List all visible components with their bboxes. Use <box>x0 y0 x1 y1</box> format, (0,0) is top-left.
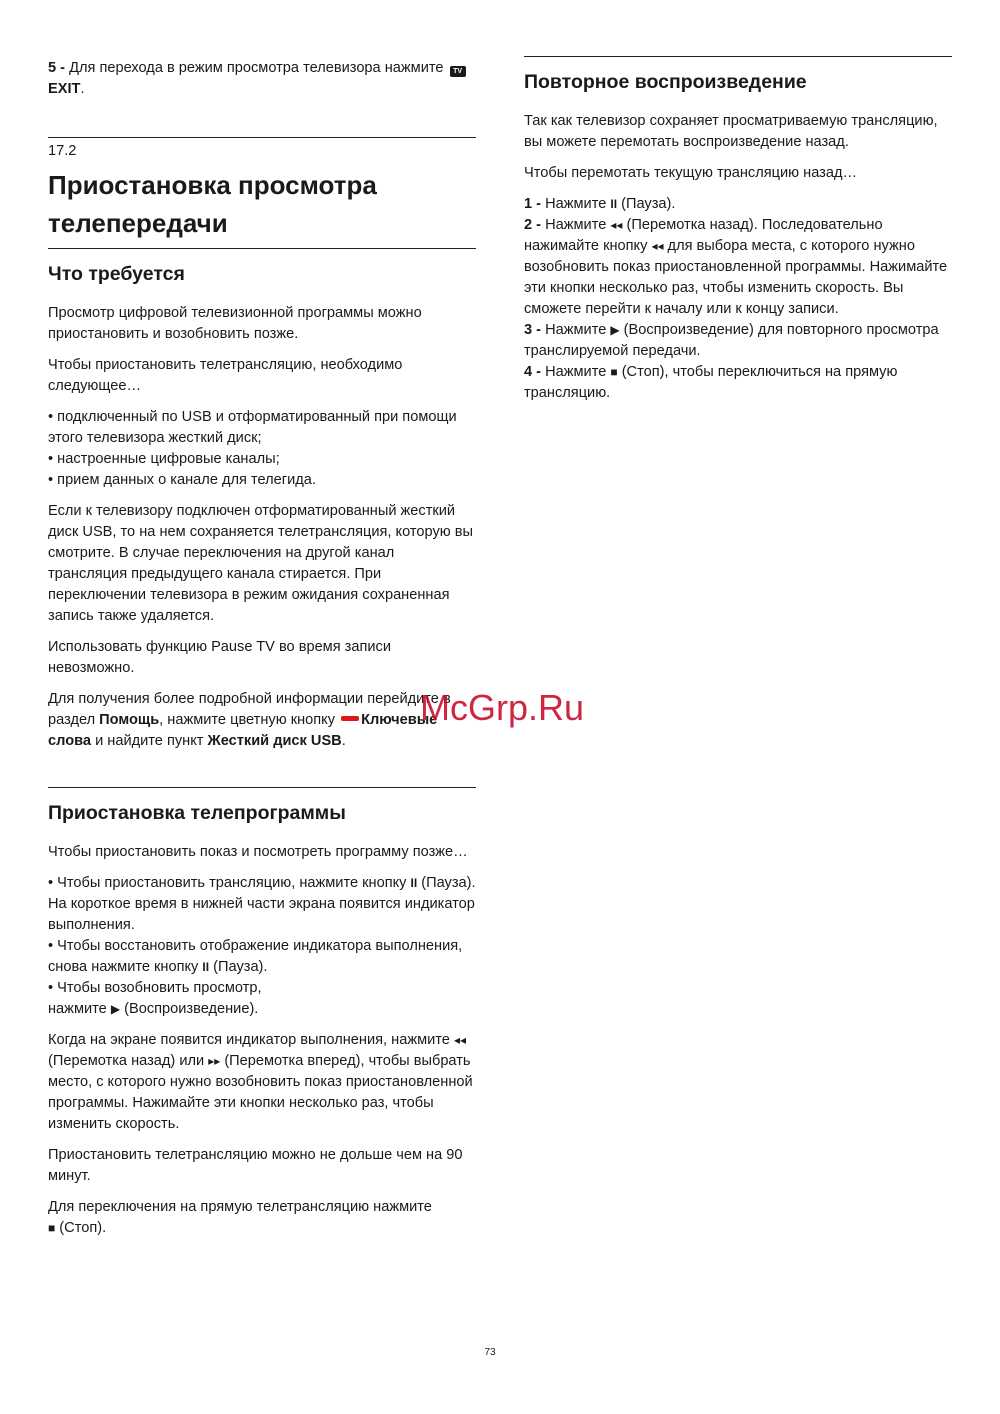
step-text: (Воспроизведение) для повторного просмотра транслируемой передачи. <box>524 322 939 359</box>
step-text: (Стоп), чтобы переключиться на прямую трансляцию. <box>524 364 898 401</box>
replay-body <box>524 111 952 404</box>
replay-section <box>524 69 952 95</box>
list-item-text: (Пауза). <box>209 959 268 975</box>
step-number: 2 - <box>524 217 542 233</box>
play-icon: ▶ <box>610 323 620 337</box>
list-item-text: • Чтобы возобновить просмотр, <box>48 980 262 996</box>
step-item <box>524 215 952 320</box>
paragraph: Чтобы приостановить телетрансляцию, необходимо следующее… <box>48 357 403 394</box>
step-5 <box>48 58 476 100</box>
list-item-text: • Чтобы приостановить трансляцию, нажмите кнопку <box>48 875 411 891</box>
pause-icon: II <box>410 876 418 890</box>
step-text-end: . <box>80 81 85 97</box>
list-item <box>48 936 476 978</box>
paragraph <box>48 1197 476 1239</box>
paragraph: Чтобы перемотать текущую трансляцию назад… <box>524 165 858 181</box>
list-item-text: (Воспроизведение). <box>120 1001 259 1017</box>
page-title-line2: телепередачи <box>48 208 228 238</box>
fast-forward-icon: ▸▸ <box>208 1054 221 1068</box>
paragraph: Просмотр цифровой телевизионной программы можно приостановить и возобновить позже. <box>48 305 422 342</box>
exit-key-label: EXIT <box>48 81 81 97</box>
step-text: (Пауза). <box>617 196 676 212</box>
rewind-icon: ◂◂ <box>651 239 664 253</box>
stop-icon: ■ <box>610 365 618 379</box>
paragraph: Приостановить телетрансляцию можно не дольше чем на 90 минут. <box>48 1147 463 1184</box>
requirements-list <box>48 407 476 491</box>
step-text: Нажмите <box>541 196 611 212</box>
step-number: 3 - <box>524 322 542 338</box>
help-text: Для получения более подробной информации перейдите в раздел <box>48 691 451 728</box>
replay-steps <box>524 194 952 404</box>
help-link[interactable]: Помощь <box>99 712 160 728</box>
paragraph: Чтобы приостановить показ и посмотреть программу позже… <box>48 844 468 860</box>
keywords-label: Ключевые слова <box>48 712 438 749</box>
paragraph-text: (Перемотка вперед), чтобы выбрать место, с которого нужно возобновить показ приостановленной программы. Нажимайте эти кнопки несколько раз, чтобы изменить скорость. <box>48 1053 473 1132</box>
pause-body <box>48 842 476 1239</box>
page-number: 73 <box>484 1347 496 1358</box>
paragraph: Если к телевизору подключен отформатированный жесткий диск USB, то на нем сохраняется телетрансляция, которую вы смотрите. В случае переключения на другой канал трансляция предыдущего канала стирается. При переключении телевизора в режим ожидания сохраненная запись также удаляется. <box>48 503 473 624</box>
paragraph-text: (Перемотка назад) или <box>48 1053 209 1069</box>
tv-icon: TV <box>450 66 466 77</box>
replay-section-divider <box>524 56 952 57</box>
list-item <box>48 873 476 936</box>
pause-heading: Приостановка телепрограммы <box>48 802 346 824</box>
step-text: Для перехода в режим просмотра телевизора нажмите <box>65 60 448 76</box>
step-text: Нажмите <box>541 364 611 380</box>
step-item <box>524 362 952 404</box>
pause-section <box>48 800 476 826</box>
paragraph: Так как телевизор сохраняет просматриваемую трансляцию, вы можете перемотать воспроизведение назад. <box>524 113 938 150</box>
rewind-icon: ◂◂ <box>453 1033 466 1047</box>
requirements-section <box>48 261 476 287</box>
page-title <box>48 166 476 242</box>
usb-hdd-topic: Жесткий диск USB <box>207 733 342 749</box>
step-number: 4 - <box>524 364 542 380</box>
list-item: • настроенные цифровые каналы; <box>48 451 280 467</box>
paragraph-text: (Стоп). <box>55 1220 107 1236</box>
help-reference <box>48 689 476 752</box>
step-text: Нажмите <box>541 217 611 233</box>
step-text: для выбора места, с которого нужно возобновить показ приостановленной программы. Нажимайте эти кнопки несколько раз, чтобы изменить скорость. Вы сможете перейти к началу или к концу записи. <box>524 238 948 317</box>
paragraph <box>48 1030 476 1135</box>
pause-section-divider <box>48 787 476 788</box>
title-divider <box>48 248 476 249</box>
list-item: • подключенный по USB и отформатированный при помощи этого телевизора жесткий диск; <box>48 409 457 446</box>
help-text: , нажмите цветную кнопку <box>159 712 340 728</box>
paragraph-text: Когда на экране появится индикатор выполнения, нажмите <box>48 1032 454 1048</box>
pause-icon: II <box>202 960 210 974</box>
pause-icon: II <box>610 197 618 211</box>
list-item <box>48 978 476 1020</box>
help-text: . <box>341 733 346 749</box>
step-item <box>524 320 952 362</box>
list-item: • прием данных о канале для телегида. <box>48 472 316 488</box>
replay-heading: Повторное воспроизведение <box>524 71 807 93</box>
requirements-heading: Что требуется <box>48 263 185 285</box>
step-number: 5 - <box>48 60 66 76</box>
list-item-text: (Пауза). На короткое время в нижней части экрана появится индикатор выполнения. <box>48 875 476 933</box>
requirements-body <box>48 303 476 752</box>
pause-list <box>48 873 476 1020</box>
play-icon: ▶ <box>110 1002 121 1016</box>
rewind-icon: ◂◂ <box>610 218 623 232</box>
step-text: Нажмите <box>541 322 611 338</box>
red-color-key-icon <box>341 716 359 721</box>
list-item-text: нажмите <box>48 1001 111 1017</box>
page-title-line1: Приостановка просмотра <box>48 170 377 200</box>
section-number: 17.2 <box>48 143 77 159</box>
step-number: 1 - <box>524 196 542 212</box>
help-text: и найдите пункт <box>91 733 208 749</box>
list-item-text: • Чтобы восстановить отображение индикатора выполнения, снова нажмите кнопку <box>48 938 463 975</box>
section-divider <box>48 137 476 138</box>
watermark: McGrp.Ru <box>420 687 585 728</box>
stop-icon: ■ <box>48 1221 56 1235</box>
paragraph-text: Для переключения на прямую телетрансляцию нажмите <box>48 1199 432 1215</box>
step-text: (Перемотка назад). Последовательно нажимайте кнопку <box>524 217 883 254</box>
paragraph: Использовать функцию Pause TV во время записи невозможно. <box>48 639 391 676</box>
step-item <box>524 194 952 215</box>
